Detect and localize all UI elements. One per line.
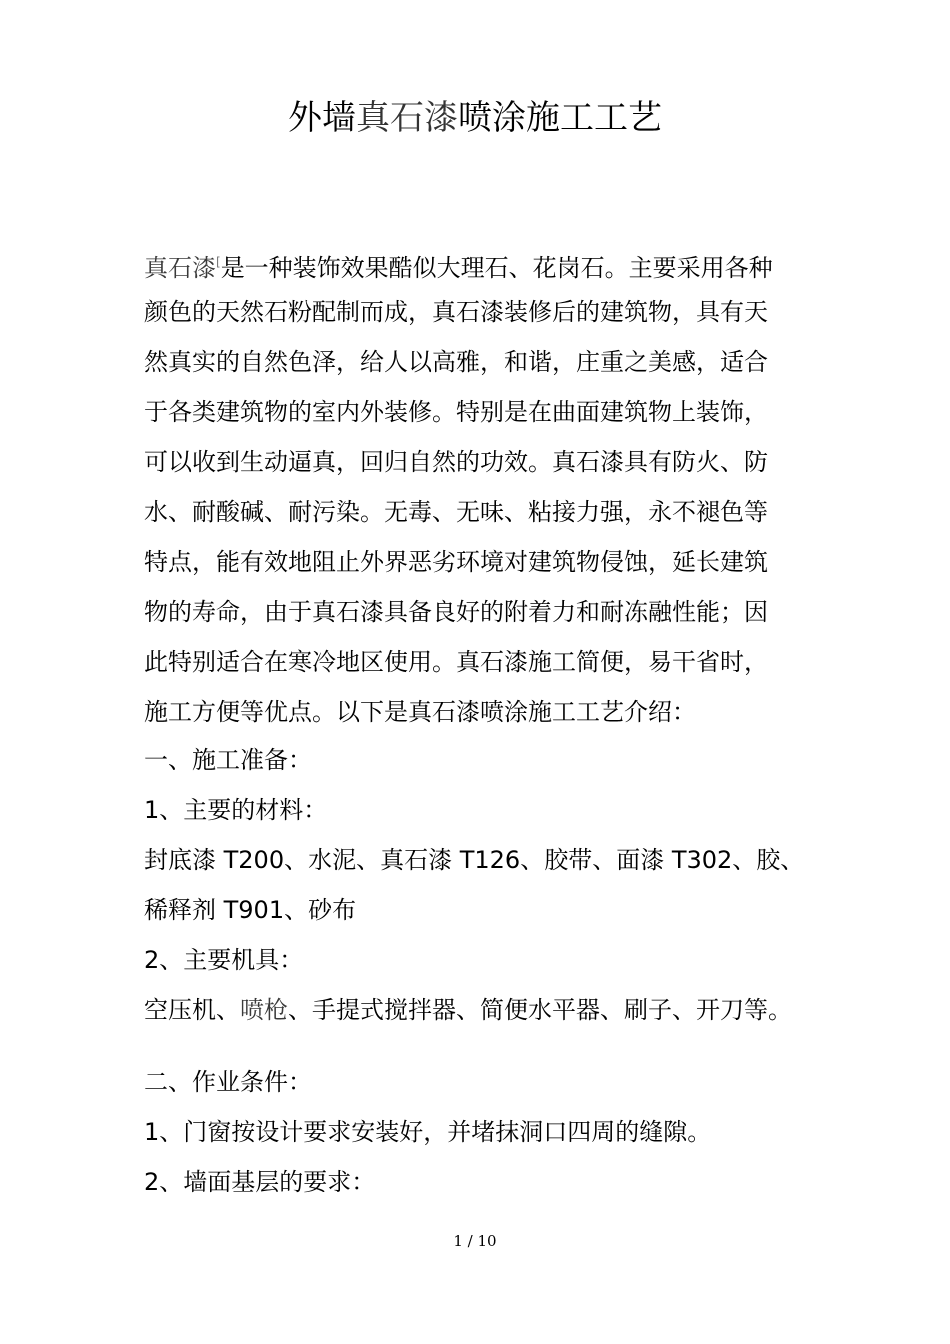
- document-title: [0, 92, 950, 144]
- intro-link-text[interactable]: 真石漆: [144, 254, 216, 282]
- intro-line-5: 可以收到生动逼真，回归自然的功效。真石漆具有防火、防: [144, 448, 768, 476]
- section-heading-conditions: 二、作业条件：: [144, 1068, 312, 1096]
- tools-line: [144, 990, 792, 1030]
- conditions-item-1: 1、门窗按设计要求安装好，并堵抹洞口四周的缝隙。: [144, 1118, 712, 1146]
- materials-line-2: 稀释剂 T901、砂布: [144, 896, 357, 924]
- page-number: 1 / 10: [453, 1232, 497, 1250]
- intro-line-1: [144, 242, 773, 288]
- intro-line-6: 水、耐酸碱、耐污染。无毒、无味、粘接力强，永不褪色等: [144, 498, 768, 526]
- conditions-item-2: 2、墙面基层的要求：: [144, 1168, 376, 1196]
- intro-line-1-text: 是一种装饰效果酷似大理石、花岗石。主要采用各种: [220, 254, 773, 282]
- tools-suffix: 、手提式搅拌器、简便水平器、刷子、开刀等。: [288, 996, 792, 1024]
- intro-line-2: 颜色的天然石粉配制而成，真石漆装修后的建筑物，具有天: [144, 298, 768, 326]
- title-link-text[interactable]: 真石漆: [356, 98, 458, 138]
- reference-mark: [: [216, 255, 221, 269]
- tools-prefix: 空压机、: [144, 996, 240, 1024]
- title-suffix: 喷涂施工工艺: [458, 98, 662, 138]
- intro-line-8: 物的寿命，由于真石漆具备良好的附着力和耐冻融性能；因: [144, 598, 768, 626]
- materials-line-1: 封底漆 T200、水泥、真石漆 T126、胶带、面漆 T302、胶、: [144, 846, 805, 874]
- subheading-materials: 1、主要的材料：: [144, 796, 328, 824]
- intro-line-4: 于各类建筑物的室内外装修。特别是在曲面建筑物上装饰，: [144, 398, 768, 426]
- intro-line-7: 特点，能有效地阻止外界恶劣环境对建筑物侵蚀，延长建筑: [144, 548, 768, 576]
- intro-line-3: 然真实的自然色泽，给人以高雅，和谐，庄重之美感，适合: [144, 348, 768, 376]
- subheading-tools: 2、主要机具：: [144, 946, 304, 974]
- intro-line-9: 此特别适合在寒冷地区使用。真石漆施工简便，易干省时，: [144, 648, 768, 676]
- tools-link-text[interactable]: 喷枪: [240, 996, 288, 1024]
- intro-line-10: 施工方便等优点。以下是真石漆喷涂施工工艺介绍：: [144, 698, 696, 726]
- title-prefix: 外墙: [288, 98, 356, 138]
- section-heading-preparation: 一、施工准备：: [144, 746, 312, 774]
